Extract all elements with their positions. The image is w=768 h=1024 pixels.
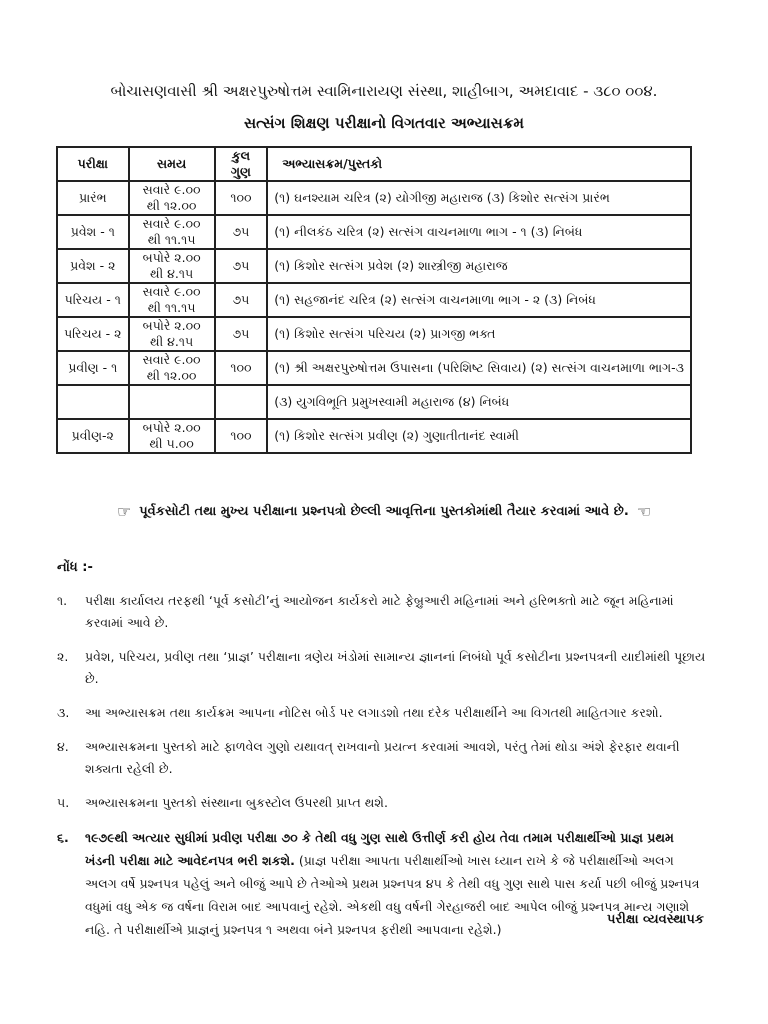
- notice-text: પૂર્વકસોટી તથા મુખ્ય પરીક્ષાના પ્રશ્નપત્રો છેલ્લી આવૃત્તિના પુસ્તકોમાંથી તૈયાર કરવામાં આવે છે.: [139, 504, 629, 519]
- list-item: [57, 702, 707, 724]
- list-item: [57, 792, 707, 814]
- books-cell: (૧) કિશોર સત્સંગ પ્રવેશ (૨) શાસ્ત્રીજી મહારાજ: [267, 249, 691, 283]
- pointing-hand-icon: ☞: [116, 502, 132, 521]
- exam-cell: પરિચય - ૨: [57, 317, 129, 351]
- exam-cell: પ્રવેશ - ૨: [57, 249, 129, 283]
- note-text: અભ્યાસક્રમના પુસ્તકો સંસ્થાના બુકસ્ટોલ ઉપરથી પ્રાપ્ત થશે.: [85, 795, 388, 810]
- time-cell: બપોરે ૨.૦૦ થી ૪.૧૫: [129, 249, 215, 283]
- exam-cell: પ્રારંભ: [57, 181, 129, 215]
- table-row: [57, 249, 691, 283]
- marks-cell: ૧૦૦: [215, 181, 268, 215]
- list-item: [57, 646, 707, 690]
- time-cell: બપોરે ૨.૦૦ થી ૫.૦૦: [129, 419, 215, 453]
- org-header: બોચાસણવાસી શ્રી અક્ષરપુરુષોત્તમ સ્વામિનારાયણ સંસ્થા, શાહીબાગ, અમદાવાદ - ૩૮૦ ૦૦૪.: [110, 82, 658, 100]
- note-number: ૧.: [57, 593, 68, 608]
- table-header-row: [57, 147, 691, 181]
- marks-cell: ૭૫: [215, 317, 268, 351]
- note-number: ૨.: [57, 649, 69, 664]
- marks-cell: [215, 385, 268, 419]
- table-row: [57, 419, 691, 453]
- note-text: પ્રવેશ, પરિચય, પ્રવીણ તથા ‘પ્રાજ્ઞ’ પરીક્ષાના ત્રણેય ખંડોમાં સામાન્ય જ્ઞાનનાં નિબંધો પૂર્વ કસોટીના પ્રશ્નપત્રની યાદીમાંથી પૂછાય છે.: [85, 649, 706, 686]
- books-cell: (૩) યુગવિભૂતિ પ્રમુખસ્વામી મહારાજ (૪) નિબંધ: [267, 385, 691, 419]
- table-row: [57, 215, 691, 249]
- marks-cell: ૭૫: [215, 283, 268, 317]
- exam-cell: પ્રવેશ - ૧: [57, 215, 129, 249]
- time-cell: સવારે ૯.૦૦ થી ૧૧.૧૫: [129, 215, 215, 249]
- note-text: આ અભ્યાસક્રમ તથા કાર્યક્રમ આપના નોટિસ બોર્ડ પર લગાડશો તથા દરેક પરીક્ષાર્થીને આ વિગતથી માહિતગાર કરશો.: [85, 705, 663, 720]
- marks-cell: ૧૦૦: [215, 419, 268, 453]
- table-row: [57, 283, 691, 317]
- notes-heading: નોંધ :-: [57, 560, 93, 575]
- marks-cell: ૧૦૦: [215, 351, 268, 385]
- list-item: [57, 590, 707, 634]
- note-text: પરીક્ષા કાર્યાલય તરફથી ‘પૂર્વ કસોટી’નું આયોજન કાર્યકરો માટે ફેબ્રુઆરી મહિનામાં અને હરિભક્તો માટે જૂન મહિનામાં કરવામાં આવે છે.: [85, 593, 674, 630]
- note-number: ૬.: [57, 830, 69, 845]
- col-header-time: સમય: [129, 147, 215, 181]
- col-header-marks: કુલ ગુણ: [215, 147, 268, 181]
- books-cell: (૧) કિશોર સત્સંગ પ્રવીણ (૨) ગુણાતીતાનંદ સ્વામી: [267, 419, 691, 453]
- page-title: સત્સંગ શિક્ષણ પરીક્ષાનો વિગતવાર અભ્યાસક્રમ: [243, 114, 525, 132]
- marks-cell: ૭૫: [215, 249, 268, 283]
- note-rest-text: (પ્રાજ્ઞ પરીક્ષા આપતા પરીક્ષાર્થીઓ ખાસ ધ્યાન રાખે કે જે પરીક્ષાર્થીઓ અલગ અલગ વર્ષે પ્રશ્નપત્ર પહેલું અને બીજું આપે છે તેઓએ પ્રથમ પ્રશ્નપત્ર ૪૫ કે તેથી વધુ ગુણ સાથે પાસ કર્યા પછી બીજું પ્રશ્નપત્ર વધુમાં વધુ એક જ વર્ષના વિરામ બાદ આપવાનું રહેશે. એકથી વધુ વર્ષની ગેરહાજરી બાદ આપેલ બીજું પ્રશ્નપત્ર માન્ય ગણાશે નહિ. તે પરીક્ષાર્થીએ પ્રાજ્ઞનું પ્રશ્નપત્ર ૧ અથવા બંને પ્રશ્નપત્ર ફરીથી આપવાના રહેશે.): [85, 853, 700, 937]
- marks-cell: ૭૫: [215, 215, 268, 249]
- books-cell: (૧) નીલકંઠ ચરિત્ર (૨) સત્સંગ વાચનમાળા ભાગ - ૧ (૩) નિબંધ: [267, 215, 691, 249]
- notice-line: [0, 502, 768, 521]
- exam-cell: પરિચય - ૧: [57, 283, 129, 317]
- signature: પરીક્ષા વ્યવસ્થાપક: [607, 912, 704, 927]
- table-row: [57, 385, 691, 419]
- books-cell: (૧) શ્રી અક્ષરપુરુષોત્તમ ઉપાસના (પરિશિષ્ટ સિવાય) (૨) સત્સંગ વાચનમાળા ભાગ-૩: [267, 351, 691, 385]
- note-number: ૩.: [57, 705, 70, 720]
- col-header-exam: પરીક્ષા: [57, 147, 129, 181]
- table-row: [57, 181, 691, 215]
- time-cell: સવારે ૯.૦૦ થી ૧૨.૦૦: [129, 351, 215, 385]
- exam-cell: પ્રવીણ-૨: [57, 419, 129, 453]
- col-header-books: અભ્યાસક્રમ/પુસ્તકો: [267, 147, 691, 181]
- books-cell: (૧) સહજાનંદ ચરિત્ર (૨) સત્સંગ વાચનમાળા ભાગ - ૨ (૩) નિબંધ: [267, 283, 691, 317]
- note-number: ૫.: [57, 795, 70, 810]
- syllabus-table: [56, 146, 692, 454]
- time-cell: બપોરે ૨.૦૦ થી ૪.૧૫: [129, 317, 215, 351]
- exam-cell: [57, 385, 129, 419]
- exam-cell: પ્રવીણ - ૧: [57, 351, 129, 385]
- time-cell: [129, 385, 215, 419]
- notes-list: [57, 590, 707, 953]
- time-cell: સવારે ૯.૦૦ થી ૧૨.૦૦: [129, 181, 215, 215]
- pointing-hand-icon: ☜: [636, 502, 652, 521]
- table-row: [57, 351, 691, 385]
- time-cell: સવારે ૯.૦૦ થી ૧૧.૧૫: [129, 283, 215, 317]
- note-number: ૪.: [57, 739, 69, 754]
- note-bold-text: ૧૯૭૯થી અત્યાર સુધીમાં પ્રવીણ પરીક્ષા ૭૦ કે તેથી વધુ ગુણ સાથે ઉત્તીર્ણ કરી હોય તેવા તમામ પરીક્ષાર્થીઓ પ્રાજ્ઞ પ્રથમ ખંડની પરીક્ષા માટે આવેદનપત્ર ભરી શકશે.: [85, 830, 674, 868]
- books-cell: (૧) ઘનશ્યામ ચરિત્ર (૨) યોગીજી મહારાજ (૩) કિશોર સત્સંગ પ્રારંભ: [267, 181, 691, 215]
- note-text: અભ્યાસક્રમના પુસ્તકો માટે ફાળવેલ ગુણો યથાવત્ રાખવાનો પ્રયત્ન કરવામાં આવશે, પરંતુ તેમાં થોડા અંશે ફેરફાર થવાની શક્યતા રહેલી છે.: [85, 739, 680, 776]
- list-item: [57, 736, 707, 780]
- table-row: [57, 317, 691, 351]
- books-cell: (૧) કિશોર સત્સંગ પરિચય (૨) પ્રાગજી ભક્ત: [267, 317, 691, 351]
